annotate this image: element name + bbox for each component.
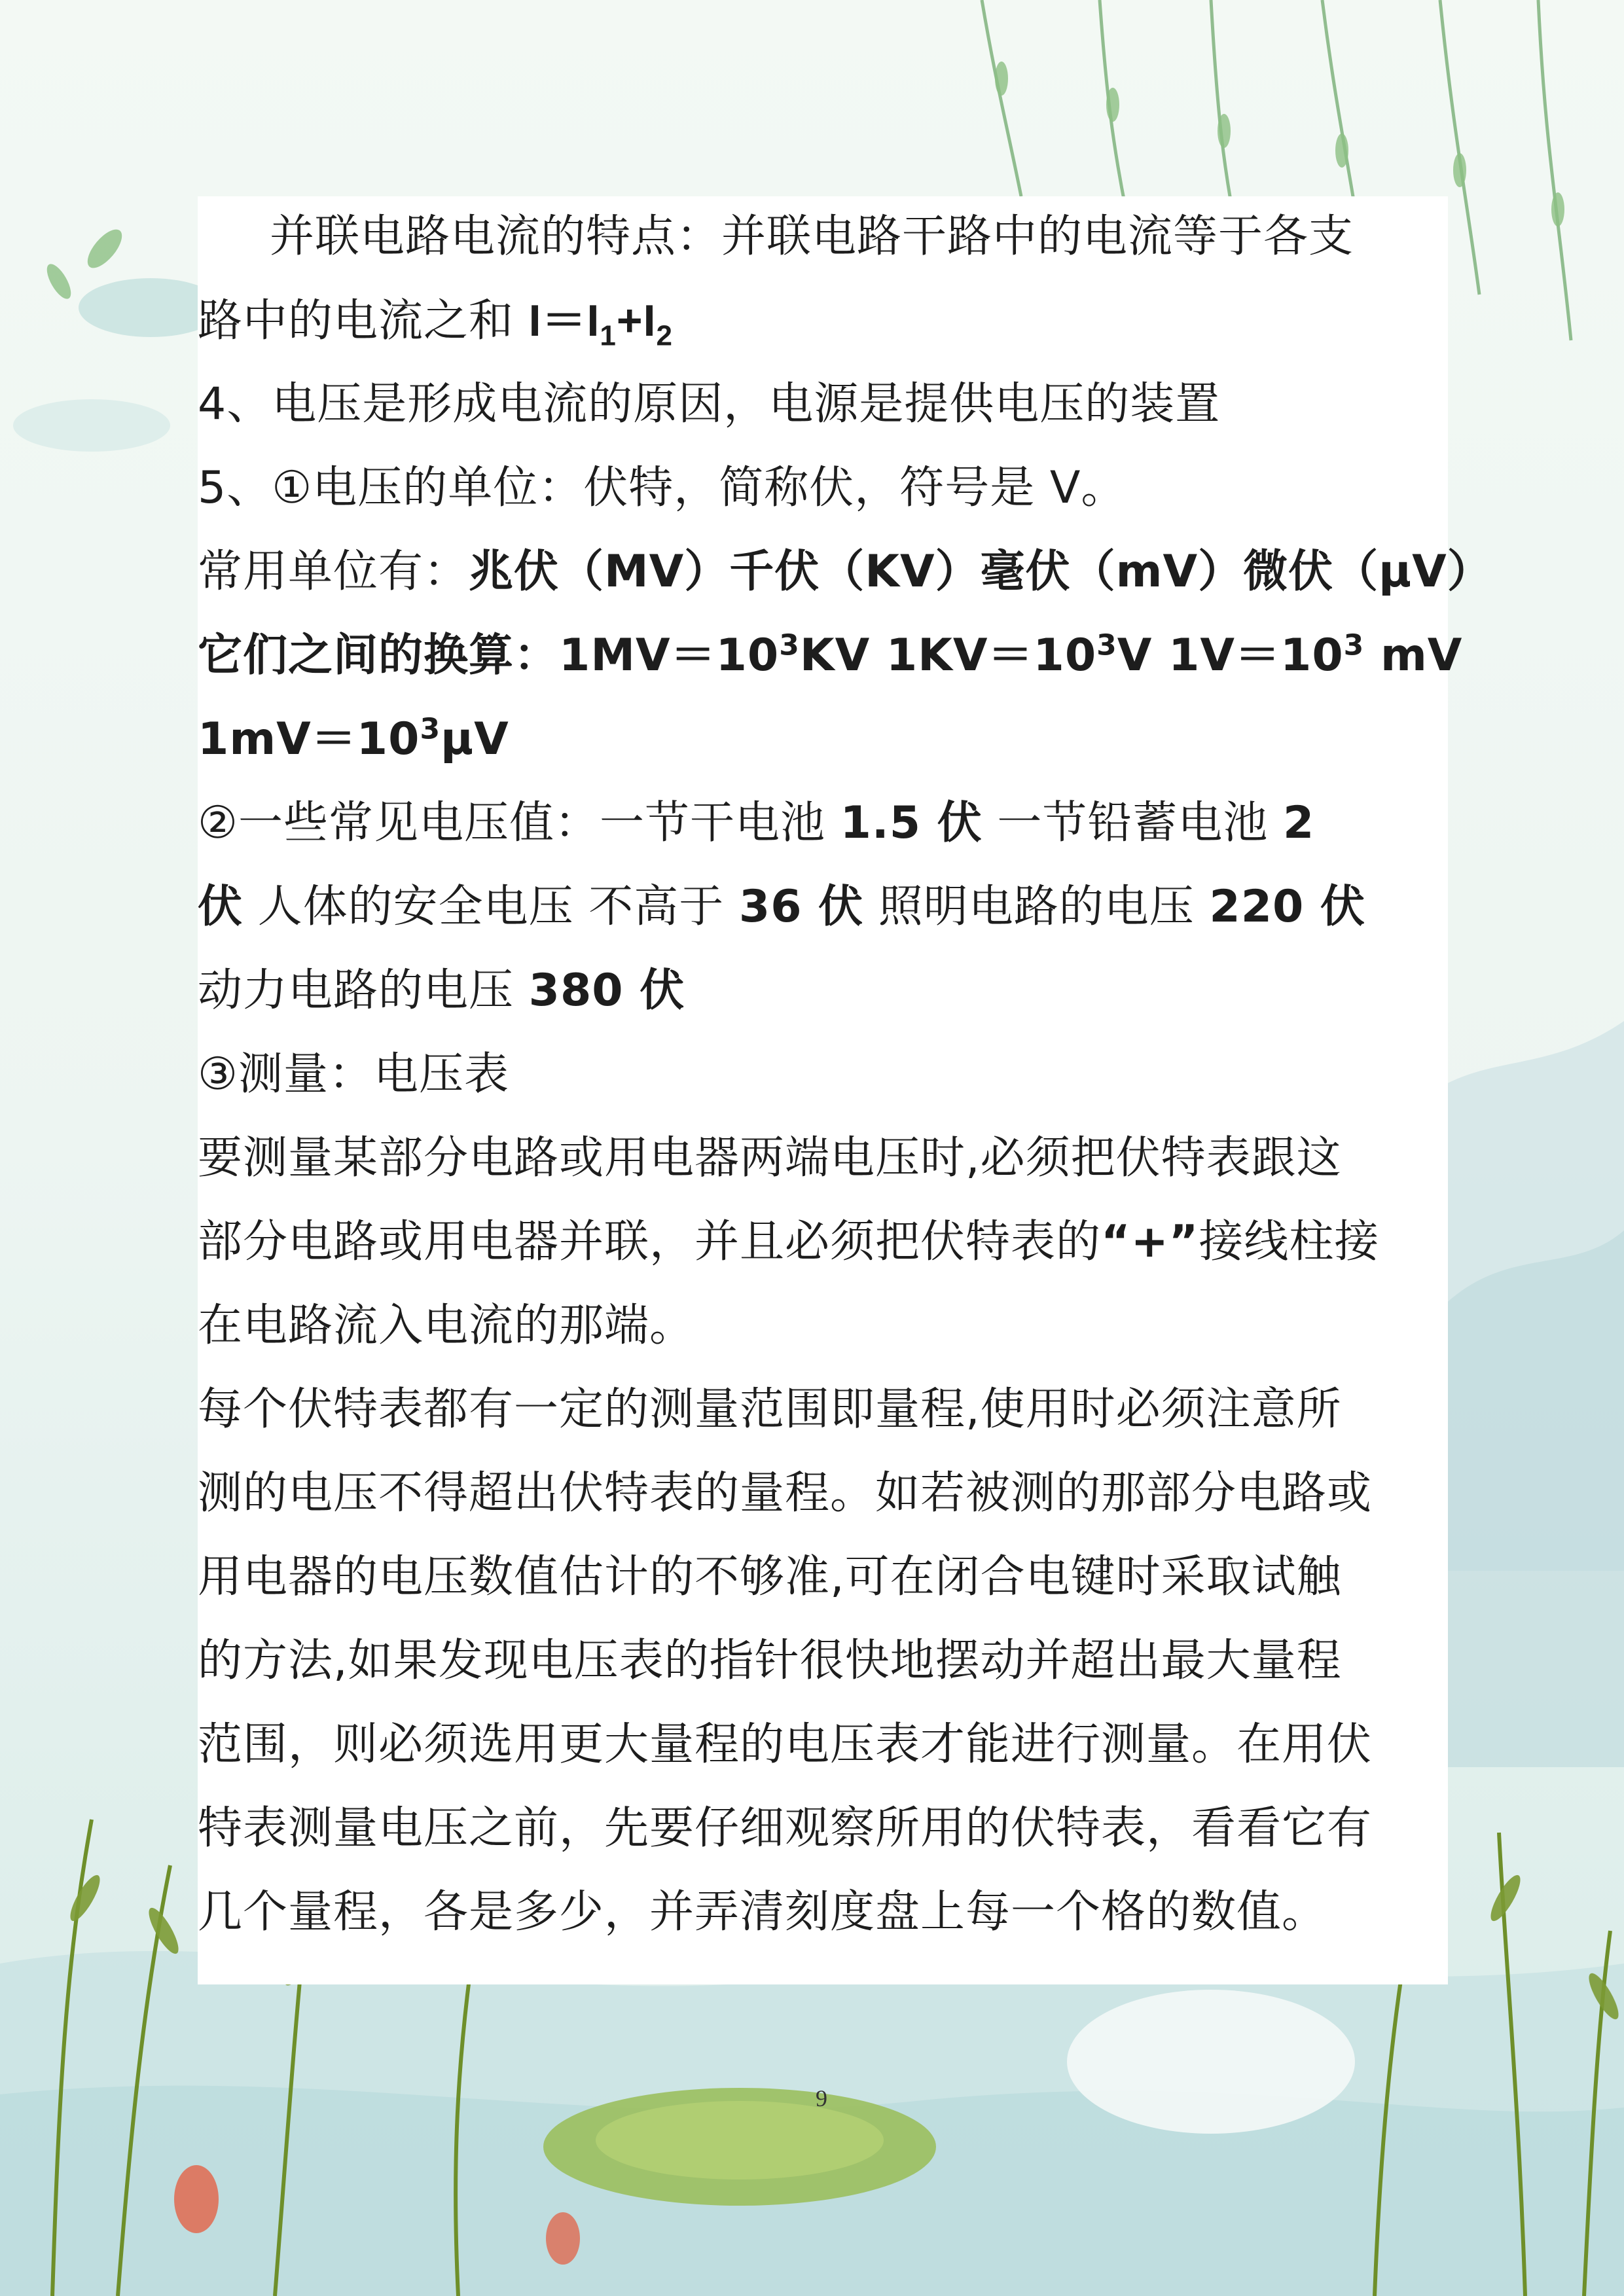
paragraph-line: 的方法,如果发现电压表的指针很快地摆动并超出最大量程 xyxy=(198,1635,1342,1687)
paragraph-line: ③测量：电压表 xyxy=(198,1049,509,1100)
paragraph-line: 路中的电流之和 $I=I_1+I_2$ xyxy=(198,295,673,352)
paragraph-line: 范围，则必须选用更大量程的电压表才能进行测量。在用伏 xyxy=(198,1719,1373,1770)
paragraph-line: 要测量某部分电路或用电器两端电压时,必须把伏特表跟这 xyxy=(198,1132,1342,1184)
paragraph-line: $1mV=10^3\mu V$ xyxy=(198,712,509,765)
paragraph-line: 部分电路或用电器并联，并且必须把伏特表的“+”接线柱接 xyxy=(198,1216,1380,1268)
text-panel xyxy=(198,196,1492,1984)
paragraph-line: ②一些常见电压值：一节干电池 1.5 伏 一节铅蓄电池 2 xyxy=(198,797,1315,849)
paragraph-line: 特表测量电压之前，先要仔细观察所用的伏特表，看看它有 xyxy=(198,1803,1373,1854)
paragraph-line: 动力电路的电压 380 伏 xyxy=(198,965,685,1016)
paragraph-line: 5、①电压的单位：伏特，简称伏，符号是 V。 xyxy=(198,462,1127,514)
paragraph-line: 在电路流入电流的那端。 xyxy=(198,1300,695,1352)
paragraph-line: 4、电压是形成电流的原因，电源是提供电压的装置 xyxy=(198,378,1221,430)
page-number: 9 xyxy=(816,2085,827,2111)
paragraph-line: 每个伏特表都有一定的测量范围即量程,使用时必须注意所 xyxy=(198,1384,1342,1435)
paragraph-line: 测的电压不得超出伏特表的量程。如若被测的那部分电路或 xyxy=(198,1467,1373,1519)
paragraph-line: 并联电路电流的特点：并联电路干路中的电流等于各支 xyxy=(270,211,1354,262)
paragraph-line: 伏 人体的安全电压 不高于 36 伏 照明电路的电压 220 伏 xyxy=(198,881,1366,933)
paragraph-line: 常用单位有：兆伏（MV）千伏（KV）毫伏（mV）微伏（μV） xyxy=(198,546,1492,598)
paragraph-line: 几个量程，各是多少，并弄清刻度盘上每一个格的数值。 xyxy=(198,1886,1327,1938)
paragraph-line: 它们之间的换算：$1MV=10^3KV$ $1KV=10^3V$ $1V=10^3$ mV xyxy=(198,628,1463,681)
paragraph-line: 用电器的电压数值估计的不够准,可在闭合电键时采取试触 xyxy=(198,1551,1342,1603)
